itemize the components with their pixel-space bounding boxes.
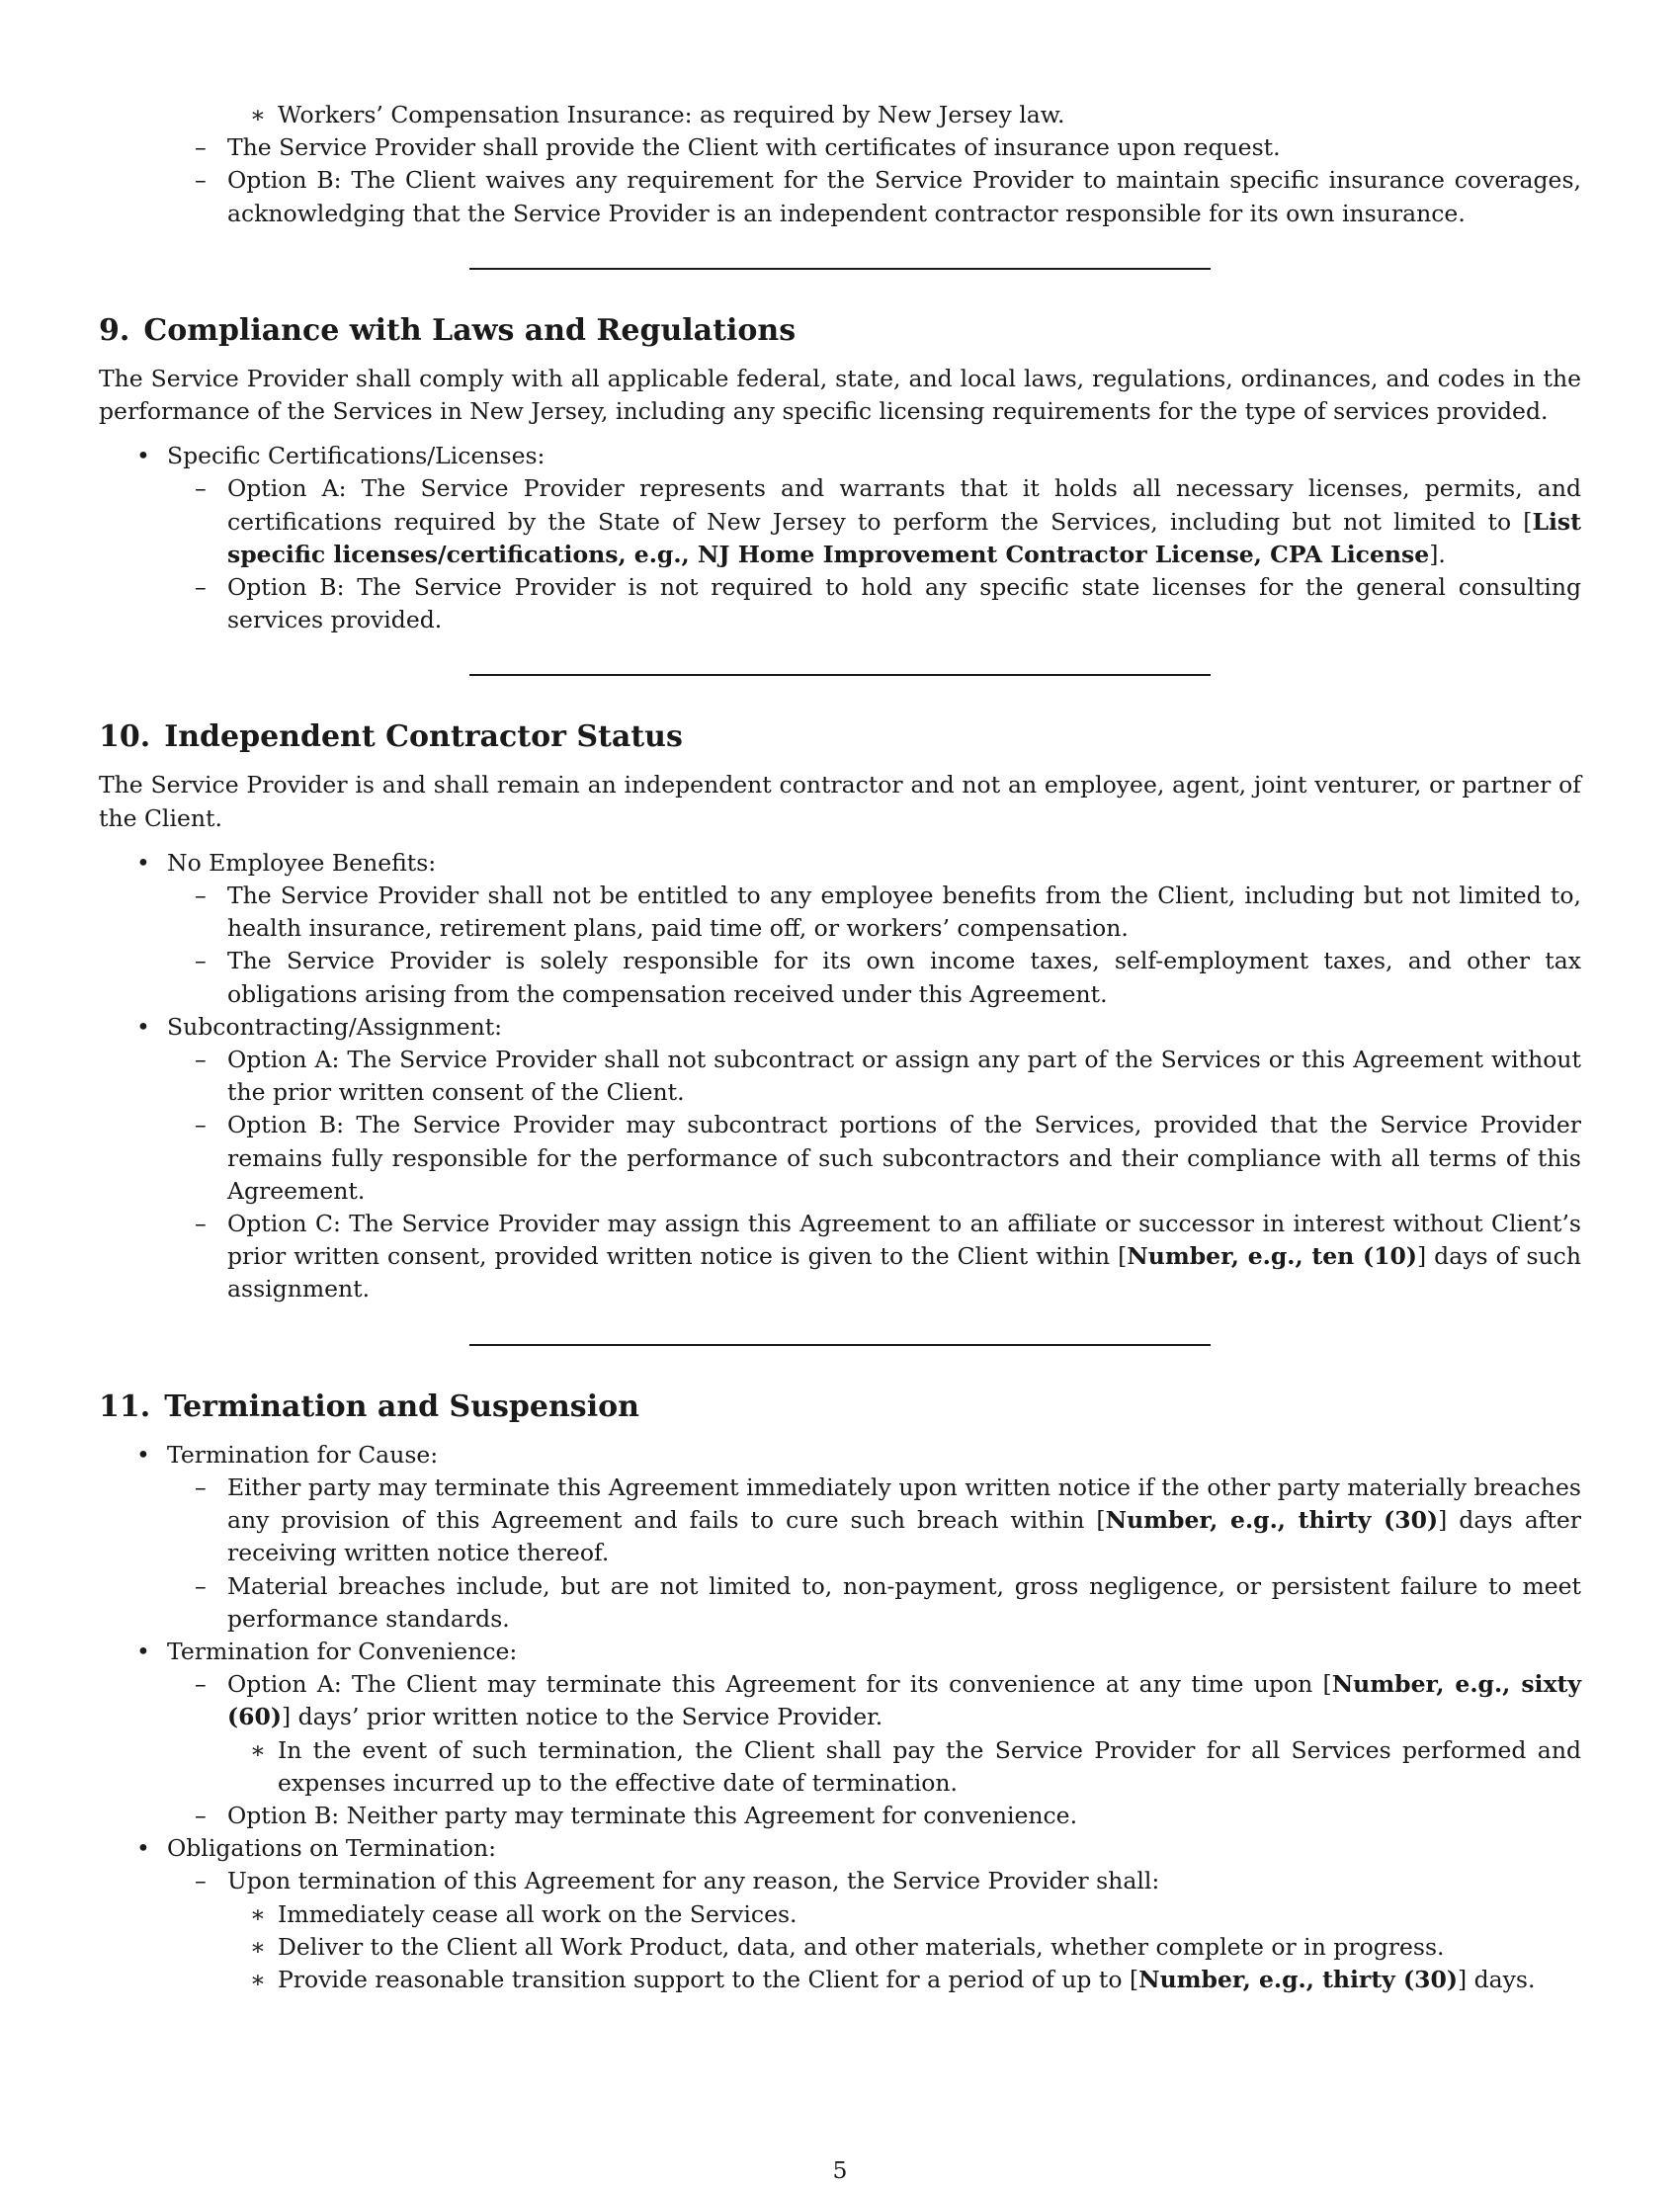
list-item xyxy=(99,472,1581,571)
bullet-icon: • xyxy=(136,1012,150,1041)
dash-bullet-icon: – xyxy=(195,1801,207,1829)
list-item xyxy=(99,164,1581,229)
cause-text-2: Material breaches include, but are not limited to, non-payment, gross negligence, or persistent failure to meet performance standards. xyxy=(227,1571,1581,1633)
list-item xyxy=(99,1898,1581,1931)
licenses-option-b-text: Option B: The Service Provider is not required to hold any specific state licenses for the general consulting services provided. xyxy=(227,573,1581,634)
cure-days-placeholder: Number, e.g., thirty (30) xyxy=(1105,1506,1439,1535)
section-intro: The Service Provider is and shall remain an independent contractor and not an employee, agent, joint venturer, or partner of the Client. xyxy=(99,771,1581,832)
section-number: 11. xyxy=(99,1388,151,1424)
section-title: Compliance with Laws and Regulations xyxy=(143,312,797,348)
section-number: 9. xyxy=(99,312,130,348)
list-item xyxy=(99,1472,1581,1570)
list-item xyxy=(99,1570,1581,1636)
section-title: Independent Contractor Status xyxy=(164,719,683,755)
list-item xyxy=(99,1208,1581,1306)
obligation-transition-text: Provide reasonable transition support to the Client for a period of up to [ xyxy=(278,1965,1139,1993)
dash-bullet-icon: – xyxy=(195,1111,207,1139)
asterisk-bullet-icon: ∗ xyxy=(250,1899,266,1928)
list-item-label: Obligations on Termination: xyxy=(167,1834,497,1863)
dash-bullet-icon: – xyxy=(195,947,207,975)
dash-bullet-icon: – xyxy=(195,1210,207,1238)
list-item-label: Termination for Cause: xyxy=(167,1440,439,1469)
bullet-icon: • xyxy=(136,1440,150,1469)
list-item xyxy=(99,1011,1581,1044)
list-item xyxy=(99,440,1581,472)
obligation-deliver-text: Deliver to the Client all Work Product, data, and other materials, whether complete or in progress. xyxy=(278,1932,1445,1961)
list-item xyxy=(99,1044,1581,1109)
list-item xyxy=(99,880,1581,945)
dash-bullet-icon: – xyxy=(195,1472,207,1501)
obligations-text: Upon termination of this Agreement for any reason, the Service Provider shall: xyxy=(227,1867,1160,1895)
list-item-label: Termination for Convenience: xyxy=(167,1637,518,1665)
section-divider xyxy=(469,1344,1211,1346)
convenience-payment-text: In the event of such termination, the Client shall pay the Service Provider for all Services performed and expenses incurred up to the effective date of termination. xyxy=(278,1735,1581,1797)
licenses-option-a-end: ]. xyxy=(1429,540,1446,568)
list-item xyxy=(99,1734,1581,1800)
benefits-text-2: The Service Provider is solely responsible for its own income taxes, self-employment taxes, and other tax obligations arising from the compensation received under this Agreement. xyxy=(227,947,1581,1008)
convenience-option-b-text: Option B: Neither party may terminate this Agreement for convenience. xyxy=(227,1801,1078,1829)
subcontract-option-a-text: Option A: The Service Provider shall not subcontract or assign any part of the Services or this Agreement without the prior written consent of the Client. xyxy=(227,1046,1581,1107)
licenses-placeholder: List specific licenses/certifications, e.g., NJ Home Improvement Contractor License, CPA License xyxy=(227,507,1581,568)
list-item xyxy=(99,945,1581,1010)
notice-days-placeholder: Number, e.g., ten (10) xyxy=(1127,1242,1417,1271)
list-item xyxy=(99,571,1581,636)
benefits-text-1: The Service Provider shall not be entitled to any employee benefits from the Client, including but not limited to, health insurance, retirement plans, paid time off, or workers’ compensation. xyxy=(227,882,1581,943)
cause-text-1-end: ] days after receiving written notice thereof. xyxy=(227,1506,1582,1567)
subcontract-option-c-text: Option C: The Service Provider may assign this Agreement to an affiliate or successor in interest without Client’s prior written consent, provided written notice is given to the Client within [ xyxy=(227,1210,1581,1271)
obligation-transition-end: ] days. xyxy=(1457,1965,1536,1993)
subcontract-option-c-end: ] days of such assignment. xyxy=(227,1242,1581,1304)
convenience-option-a-text: Option A: The Client may terminate this Agreement for its convenience at any time upon [ xyxy=(227,1670,1332,1699)
section-intro: The Service Provider shall comply with all applicable federal, state, and local laws, regulations, ordinances, and codes in the performance of the Services in New Jersey, including any specific licensing requirements for the type of services provided. xyxy=(99,364,1581,426)
subcontract-option-b-text: Option B: The Service Provider may subcontract portions of the Services, provided that the Service Provider remains fully responsible for the performance of such subcontractors and their compliance with all terms of this Agreement. xyxy=(227,1111,1581,1205)
bullet-icon: • xyxy=(136,442,150,470)
section-heading xyxy=(99,717,1581,757)
dash-bullet-icon: – xyxy=(195,573,207,602)
page-number: 5 xyxy=(832,2156,848,2184)
licenses-option-a-text: Option A: The Service Provider represents and warrants that it holds all necessary licenses, permits, and certifications required by the State of New Jersey to perform the Services, including but not limited to [ xyxy=(227,474,1581,536)
list-item xyxy=(99,847,1581,880)
bullet-icon: • xyxy=(136,848,150,877)
dash-bullet-icon: – xyxy=(195,1867,207,1895)
section-heading xyxy=(99,311,1581,351)
list-item xyxy=(99,1865,1581,1897)
list-item xyxy=(99,1800,1581,1832)
dash-bullet-icon: – xyxy=(195,166,207,195)
asterisk-bullet-icon: ∗ xyxy=(250,1932,266,1961)
list-item xyxy=(99,1964,1581,1996)
asterisk-bullet-icon: ∗ xyxy=(250,101,266,128)
dash-bullet-icon: – xyxy=(195,474,207,503)
list-item xyxy=(99,1636,1581,1668)
transition-days-placeholder: Number, e.g., thirty (30) xyxy=(1138,1965,1458,1993)
list-item xyxy=(99,1931,1581,1964)
list-item xyxy=(99,131,1581,164)
list-item-label: Subcontracting/Assignment: xyxy=(167,1012,503,1041)
list-item xyxy=(99,1668,1581,1733)
page-content xyxy=(99,99,1581,1996)
bullet-icon: • xyxy=(136,1637,150,1665)
list-item xyxy=(99,1109,1581,1208)
section-heading xyxy=(99,1388,1581,1427)
section-number: 10. xyxy=(99,719,151,755)
insurance-option-b-text: Option B: The Client waives any requirement for the Service Provider to maintain specific insurance coverages, acknowledging that the Service Provider is an independent contractor responsible for its own insurance. xyxy=(227,166,1581,227)
cause-text-1: Either party may terminate this Agreement immediately upon written notice if the other party materially breaches any provision of this Agreement and fails to cure such breach within [ xyxy=(227,1472,1581,1535)
section-divider xyxy=(469,674,1211,676)
obligation-cease-text: Immediately cease all work on the Services. xyxy=(278,1899,798,1928)
list-item xyxy=(99,1832,1581,1865)
list-item-label: No Employee Benefits: xyxy=(167,848,437,877)
list-item xyxy=(99,1439,1581,1472)
workers-comp-text: Workers’ Compensation Insurance: as required by New Jersey law. xyxy=(278,101,1065,128)
dash-bullet-icon: – xyxy=(195,1670,207,1699)
list-item-label: Specific Certifications/Licenses: xyxy=(167,442,546,470)
certificates-text: The Service Provider shall provide the Client with certificates of insurance upon request. xyxy=(227,133,1281,162)
convenience-days-placeholder: Number, e.g., sixty (60) xyxy=(227,1670,1581,1731)
dash-bullet-icon: – xyxy=(195,1571,207,1600)
list-item xyxy=(99,99,1581,131)
asterisk-bullet-icon: ∗ xyxy=(250,1965,266,1993)
bullet-icon: • xyxy=(136,1834,150,1863)
section-divider xyxy=(469,268,1211,270)
section-title: Termination and Suspension xyxy=(164,1388,639,1424)
dash-bullet-icon: – xyxy=(195,133,207,162)
convenience-option-a-end: ] days’ prior written notice to the Service Provider. xyxy=(281,1703,883,1731)
dash-bullet-icon: – xyxy=(195,1046,207,1074)
asterisk-bullet-icon: ∗ xyxy=(250,1735,266,1764)
dash-bullet-icon: – xyxy=(195,882,207,910)
